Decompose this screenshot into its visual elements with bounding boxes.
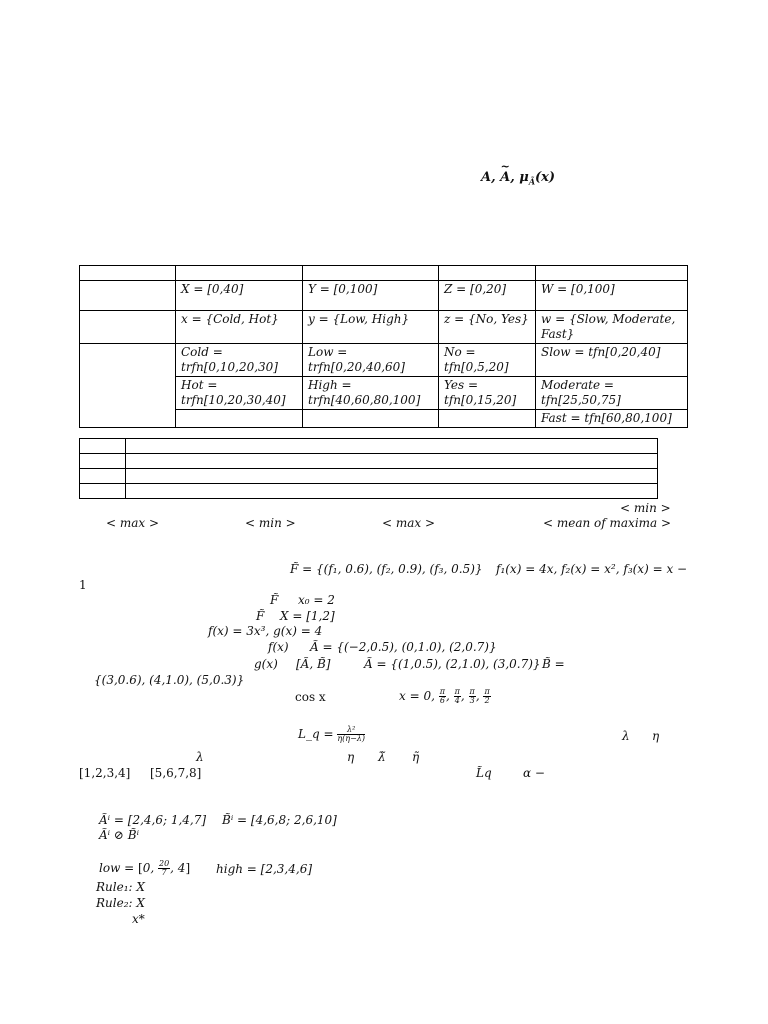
terms-z: z = {No, Yes} — [439, 311, 536, 344]
universe-z: Z = [0,20] — [439, 281, 536, 311]
terms-w: w = {Slow, Moderate, Fast} — [536, 311, 688, 344]
x0: x₀ = 2 — [298, 593, 335, 607]
fg-defs: f(x) = 3x³, g(x) = 4 — [208, 624, 323, 638]
Lq-tilde: L̃q — [476, 766, 492, 780]
hot-def: Hot = trfn[10,20,30,40] — [176, 377, 303, 410]
high-term: high = [2,3,4,6] — [216, 862, 313, 876]
low-label: low = — [99, 861, 135, 875]
x-star: x* — [132, 912, 145, 926]
lambda: λ — [622, 729, 630, 743]
rule-2: Rule₂: X — [96, 896, 145, 910]
rule-1: Rule₁: X — [96, 880, 145, 894]
f-set: F̃ = {(f₁, 0.6), (f₂, 0.9), (f₃, 0.5)} — [290, 562, 483, 576]
cos: cos x — [295, 690, 326, 704]
header-symbol: A, ~ A, $\mu_Ã(x)$ — [481, 170, 555, 187]
variable-table — [79, 265, 688, 428]
slow-def: Slow = tfn[0,20,40] — [536, 344, 688, 377]
low-term: low = [0, $\frac{20}{7}$ , 4] — [99, 859, 191, 877]
terms-x: x = {Cold, Hot} — [176, 311, 303, 344]
B-interval: B̃ⁱ = [4,6,8; 2,6,10] — [222, 813, 337, 827]
one: 1 — [79, 578, 87, 592]
low-def: Low = trfn[0,20,40,60] — [303, 344, 439, 377]
range-2: [5,6,7,8] — [150, 766, 202, 780]
high-def: High = trfn[40,60,80,100] — [303, 377, 439, 410]
F-x0: F̃ — [270, 593, 279, 607]
universe-y: Y = [0,100] — [303, 281, 439, 311]
A-set-1: Ã = {(−2,0.5), (0,1.0), (2,0.7)} — [310, 640, 497, 654]
rule-table — [79, 438, 658, 499]
terms-y: y = {Low, High} — [303, 311, 439, 344]
x-vals-prefix: x = 0, — [399, 689, 435, 703]
lambda-tilde: λ̃ — [378, 750, 386, 764]
no-def: No = tfn[0,5,20] — [439, 344, 536, 377]
X-range: X = [1,2] — [280, 609, 335, 623]
fast-def: Fast = tfn[60,80,100] — [536, 410, 688, 428]
eta-tilde: η̃ — [412, 750, 420, 764]
yes-def: Yes = tfn[0,15,20] — [439, 377, 536, 410]
lambda-2: λ — [196, 750, 204, 764]
range-1: [1,2,3,4] — [79, 766, 131, 780]
alpha-cut: α − — [523, 766, 545, 780]
F-X: F̃ — [256, 609, 265, 623]
A-interval: Ãⁱ = [2,4,6; 1,4,7] — [99, 813, 207, 827]
A-div-B: Ãⁱ ⊘ B̃ⁱ — [99, 828, 139, 842]
A-set-2: Ã = {(1,0.5), (2,1.0), (3,0.7)} — [364, 657, 541, 671]
eta-2: η — [347, 750, 355, 764]
universe-w: W = [0,100] — [536, 281, 688, 311]
cold-def: Cold = trfn[0,10,20,30] — [176, 344, 303, 377]
op-max-1: < max > — [106, 516, 160, 530]
Lq-label: L_q = — [298, 727, 334, 741]
fx: f(x) — [268, 640, 289, 654]
AB-pair: [Ã, B̃] — [296, 657, 331, 671]
op-mean-maxima: < mean of maxima > — [543, 516, 672, 530]
f-defs: f₁(x) = 4x, f₂(x) = x², f₃(x) = x − — [496, 562, 688, 576]
moderate-def: Moderate = tfn[25,50,75] — [536, 377, 688, 410]
op-max-2: < max > — [382, 516, 436, 530]
op-min: < min > — [245, 516, 296, 530]
op-min-right: < min > — [620, 501, 671, 515]
x-vals: x = 0, $\frac{\pi}{6}$ , $\frac{\pi}{4}$ , $\frac{\pi}{3}$ , $\frac{\pi}{2}$ — [399, 687, 490, 705]
universe-x: X = [0,40] — [176, 281, 303, 311]
B-set: {(3,0.6), (4,1.0), (5,0.3)} — [94, 673, 245, 687]
Lq-formula: L_q = $\frac{\text{λ²}}{\eta(\eta-\lambda)}$ — [298, 725, 365, 743]
eta: η — [652, 729, 660, 743]
B-eq: B̃ = — [542, 657, 565, 671]
gx: g(x) — [254, 657, 278, 671]
